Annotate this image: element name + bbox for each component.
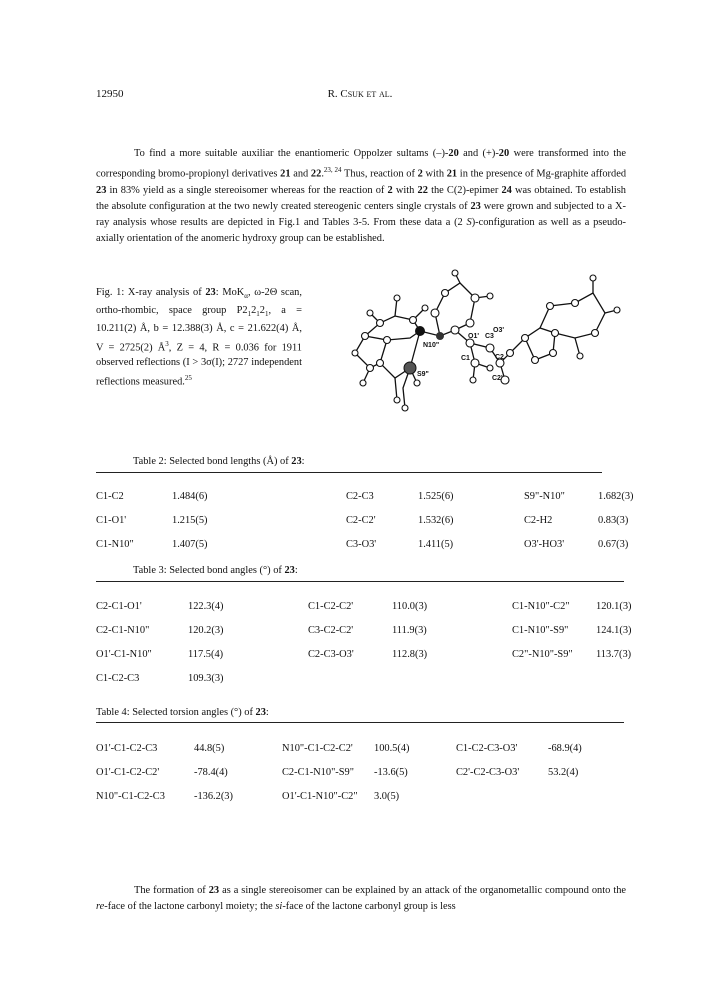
citation-ref: 23, 24 bbox=[323, 166, 342, 175]
table4-rule bbox=[96, 722, 624, 723]
atom-label-c2-prime: C2' bbox=[492, 375, 503, 382]
atom-label-c3: C3 bbox=[485, 333, 494, 340]
table3-caption: Table 3: Selected bond angles (°) of 23: bbox=[133, 565, 298, 576]
table-row: C2-C1-N10" 120.2(3) C3-C2-C2' 111.9(3) C1-N10"-S9" 124.1(3) bbox=[96, 624, 632, 636]
table-row: O1'-C1-C2-C3 44.8(5) N10"-C1-C2-C2' 100.5(4) C1-C2-C3-O3' -68.9(4) bbox=[96, 742, 582, 754]
nitrogen-atom bbox=[415, 326, 425, 336]
page-number: 12950 bbox=[96, 88, 124, 100]
table3-bond-angles bbox=[96, 594, 636, 690]
table2-rule bbox=[96, 472, 602, 473]
table3-rule bbox=[96, 581, 624, 582]
table-row: C1-C2-C3 109.3(3) bbox=[96, 672, 224, 684]
figure-caption: Fig. 1: X-ray analysis of 23: MoK$_\alpha$, ω-2Θ scan, ortho-rhombic, space group $P2_12_12_1$, a = 10.211(2) Å, b = 12.388(3) Å, c = 21.622(4) Å, V = 2725(2) $Å^3$, Z = 4, R = 0.036 for 1911 observed reflections (I > 3σ(I); 2727 independent reflections measured.$^{25}$ bbox=[96, 287, 302, 388]
table2-bond-lengths bbox=[96, 484, 648, 556]
atom-label-o1: O1' bbox=[468, 333, 480, 340]
table-row: O1'-C1-C2-C2' -78.4(4) C2-C1-N10"-S9" -13.6(5) C2'-C2-C3-O3' 53.2(4) bbox=[96, 766, 579, 778]
bond-lines bbox=[355, 273, 617, 408]
atom-label-n10: N10" bbox=[423, 342, 440, 349]
atom-label-o3: O3' bbox=[493, 327, 505, 334]
sulfur-atom bbox=[404, 362, 416, 374]
table4-caption: Table 4: Selected torsion angles (°) of 23: bbox=[96, 707, 269, 718]
table4-torsion-angles bbox=[96, 736, 626, 808]
table-row: N10"-C1-C2-C3 -136.2(3) O1'-C1-N10"-C2" 3.0(5) bbox=[96, 790, 400, 802]
table-row: C1-O1' 1.215(5) C2-C2' 1.532(6) C2-H2 0.83(3) bbox=[96, 514, 629, 526]
atom-label-c2: C2 bbox=[495, 354, 504, 361]
table-row: C1-N10" 1.407(5) C3-O3' 1.411(5) O3'-HO3' 0.67(3) bbox=[96, 538, 629, 550]
running-head: R. Csuk et al. bbox=[327, 88, 393, 100]
atom-label-c1: C1 bbox=[461, 355, 470, 362]
atom-label-s9: S9" bbox=[417, 371, 429, 378]
intro-paragraph: To find a more suitable auxiliar the enantiomeric Oppolzer sultams (–)-20 and (+)-20 were transformed into the corresponding bromo-propionyl derivatives 21 and 22.$^{23, 24}$ Thus, reaction of 2 with 21 in the presence of Mg-graphite afforded 23 in 83% yield as a single stereoisomer whereas for the reaction of 2 with 22 the C(2)-epimer 24 was obtained. To establish the absolute configuration at the two newly created stereogenic centers single crystals of 23 were grown and subjected to a X-ray analysis whose results are depicted in Fig.1 and Tables 3-5. From these data a (2 S)-configuration as well as a pseudo-axially orientation of the anomeric hydroxy group can be established. bbox=[96, 148, 627, 245]
table-row: C1-C2 1.484(6) C2-C3 1.525(6) S9"-N10" 1.682(3) bbox=[96, 490, 634, 502]
carbonyl-carbon-atom bbox=[436, 332, 444, 340]
citation-ref: 25 bbox=[184, 373, 192, 382]
table2-caption: Table 2: Selected bond lengths (Å) of 23: bbox=[133, 456, 305, 467]
table-row: C2-C1-O1' 122.3(4) C1-C2-C2' 110.0(3) C1-N10"-C2" 120.1(3) bbox=[96, 600, 632, 612]
discussion-paragraph: The formation of 23 as a single stereoisomer can be explained by an attack of the organometallic compound onto the re-face of the lactone carbonyl moiety; the si-face of the lactone carbonyl group is less bbox=[96, 885, 627, 913]
table-row: O1'-C1-N10" 117.5(4) C2-C3-O3' 112.8(3) C2"-N10"-S9" 113.7(3) bbox=[96, 648, 632, 660]
atom-circles bbox=[352, 270, 620, 411]
xray-structure-figure bbox=[325, 268, 625, 430]
